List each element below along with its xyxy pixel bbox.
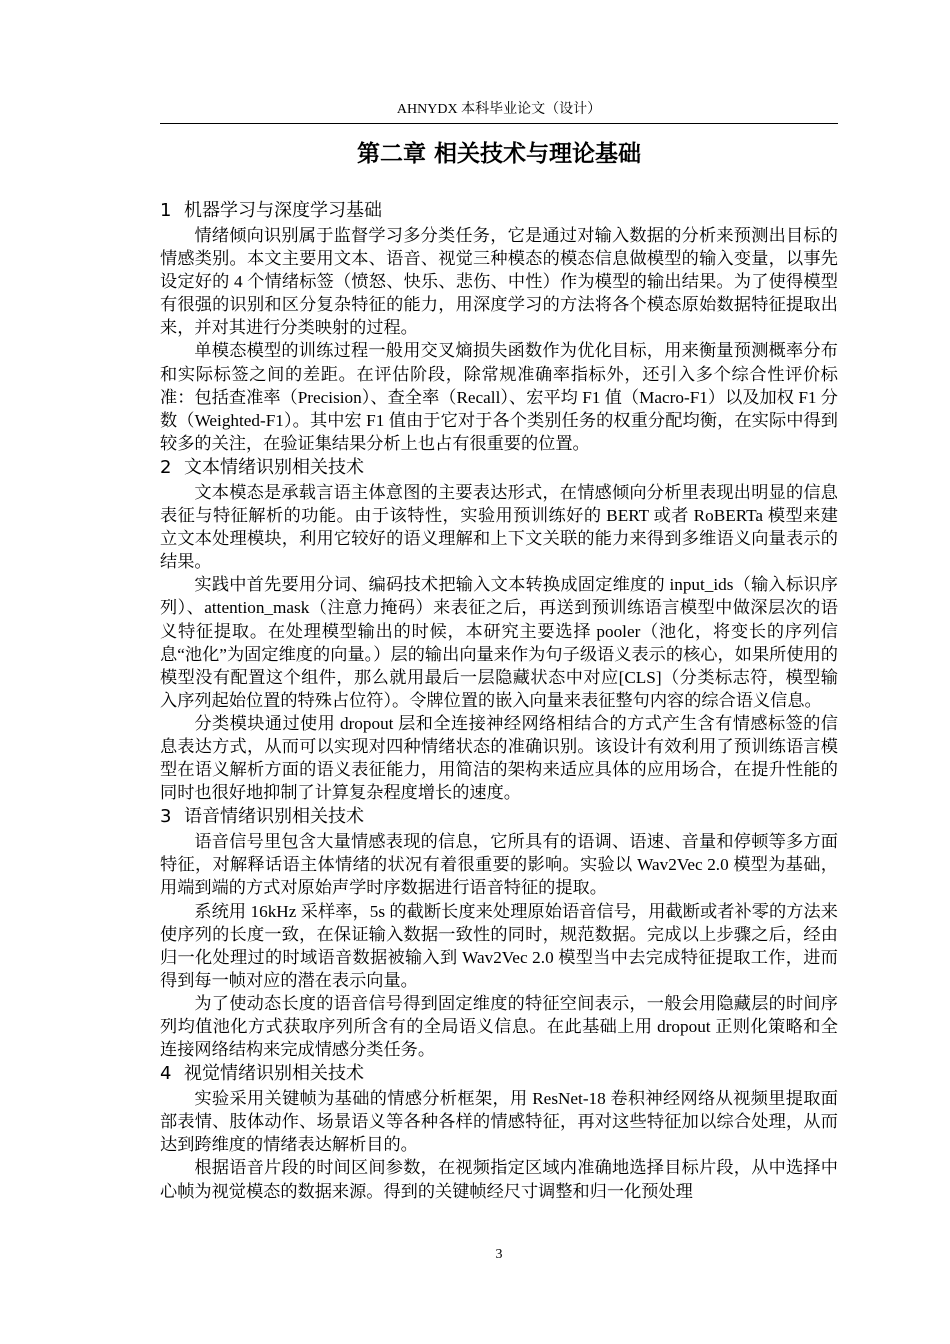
body-content — [160, 198, 838, 1203]
section-heading — [160, 1061, 838, 1087]
paragraph: 分类模块通过使用 dropout 层和全连接神经网络相结合的方式产生含有情感标签的信息表达方式，从而可以实现对四种情绪状态的准确识别。该设计有效利用了预训练语言模型在语义解析方面的语义表征能力，用简洁的架构来适应具体的应用场合，在提升性能的同时也很好地抑制了计算复杂程度增长的速度。 — [160, 713, 838, 803]
section-title: 语音情绪识别相关技术 — [184, 806, 364, 828]
section-heading — [160, 804, 838, 830]
paragraph: 实验采用关键帧为基础的情感分析框架，用 ResNet-18 卷积神经网络从视频里提取面部表情、肢体动作、场景语义等各种各样的情感特征，再对这些特征加以综合处理，从而达到跨维度的情绪表达解析目的。 — [160, 1089, 838, 1155]
paragraph: 单模态模型的训练过程一般用交叉熵损失函数作为优化目标，用来衡量预测概率分布和实际标签之间的差距。在评估阶段，除常规准确率指标外，还引入多个综合性评价标准：包括查准率（Precision）、查全率（Recall）、宏平均 F1 值（Macro-F1）以及加权 F1 分数（Weighted-F1）。其中宏 F1 值由于它对于各个类别任务的权重分配均衡，在实际中得到较多的关注，在验证集结果分析上也占有很重要的位置。 — [160, 341, 838, 453]
section-heading — [160, 198, 838, 224]
section-title: 视觉情绪识别相关技术 — [184, 1063, 364, 1085]
paragraph: 文本模态是承载言语主体意图的主要表达形式，在情感倾向分析里表现出明显的信息表征与特征解析的功能。由于该特性，实验用预训练好的 BERT 或者 RoBERTa 模型来建立文本处理模块，利用它较好的语义理解和上下文关联的能力来得到多维语义向量表示的结果。 — [160, 482, 838, 572]
paragraph: 实践中首先要用分词、编码技术把输入文本转换成固定维度的 input_ids（输入标识序列）、attention_mask（注意力掩码）来表征之后，再送到预训练语言模型中做深层次的语义特征提取。在处理模型输出的时候，本研究主要选择 pooler（池化，将变长的序列信息“池化”为固定维度的向量。）层的输出向量来作为句子级语义表示的核心，如果所使用的模型没有配置这个组件，那么就用最后一层隐藏状态中对应[CLS]（分类标志符，模型输入序列起始位置的特殊占位符）。令牌位置的嵌入向量来表征整句内容的综合语义信息。 — [160, 575, 838, 710]
header-rule — [160, 123, 838, 124]
section-title: 机器学习与深度学习基础 — [184, 200, 382, 221]
section-number: 2 — [160, 456, 172, 478]
chapter-title: 第二章 相关技术与理论基础 — [356, 141, 641, 167]
section-number: 1 — [160, 200, 172, 221]
paragraph: 根据语音片段的时间区间参数，在视频指定区域内准确地选择目标片段，从中选择中心帧为视觉模态的数据来源。得到的关键帧经尺寸调整和归一化预处理 — [160, 1158, 838, 1201]
section-number: 4 — [160, 1063, 172, 1085]
section-number: 3 — [160, 806, 172, 828]
paragraph: 情绪倾向识别属于监督学习多分类任务，它是通过对输入数据的分析来预测出目标的情感类别。本文主要用文本、语音、视觉三种模态的模态信息做模型的输入变量，以事先设定好的 4 个情绪标签（愤怒、快乐、悲伤、中性）作为模型的输出结果。为了使得模型有很强的识别和区分复杂特征的能力，用深度学习的方法将各个模态原始数据特征提取出来，并对其进行分类映射的过程。 — [160, 226, 838, 338]
paragraph: 系统用 16kHz 采样率，5s 的截断长度来处理原始语音信号，用截断或者补零的方法来使序列的长度一致，在保证输入数据一致性的同时，规范数据。完成以上步骤之后，经由归一化处理过的时域语音数据被输入到 Wav2Vec 2.0 模型当中去完成特征提取工作，进而得到每一帧对应的潜在表示向量。 — [160, 901, 838, 990]
paragraph: 为了使动态长度的语音信号得到固定维度的特征空间表示，一般会用隐藏层的时间序列均值池化方式获取序列所含有的全局语义信息。在此基础上用 dropout 正则化策略和全连接网络结构来完成情感分类任务。 — [160, 993, 838, 1060]
section-heading — [160, 455, 838, 481]
page-number: 3 — [495, 1247, 503, 1262]
paragraph: 语音信号里包含大量情感表现的信息，它所具有的语调、语速、音量和停顿等多方面特征，对解释话语主体情绪的状况有着很重要的影响。实验以 Wav2Vec 2.0 模型为基础，用端到端的方式对原始声学时序数据进行语音特征的提取。 — [160, 832, 838, 898]
section-title: 文本情绪识别相关技术 — [184, 456, 364, 478]
running-header: AHNYDX 本科毕业论文（设计） — [396, 102, 602, 117]
